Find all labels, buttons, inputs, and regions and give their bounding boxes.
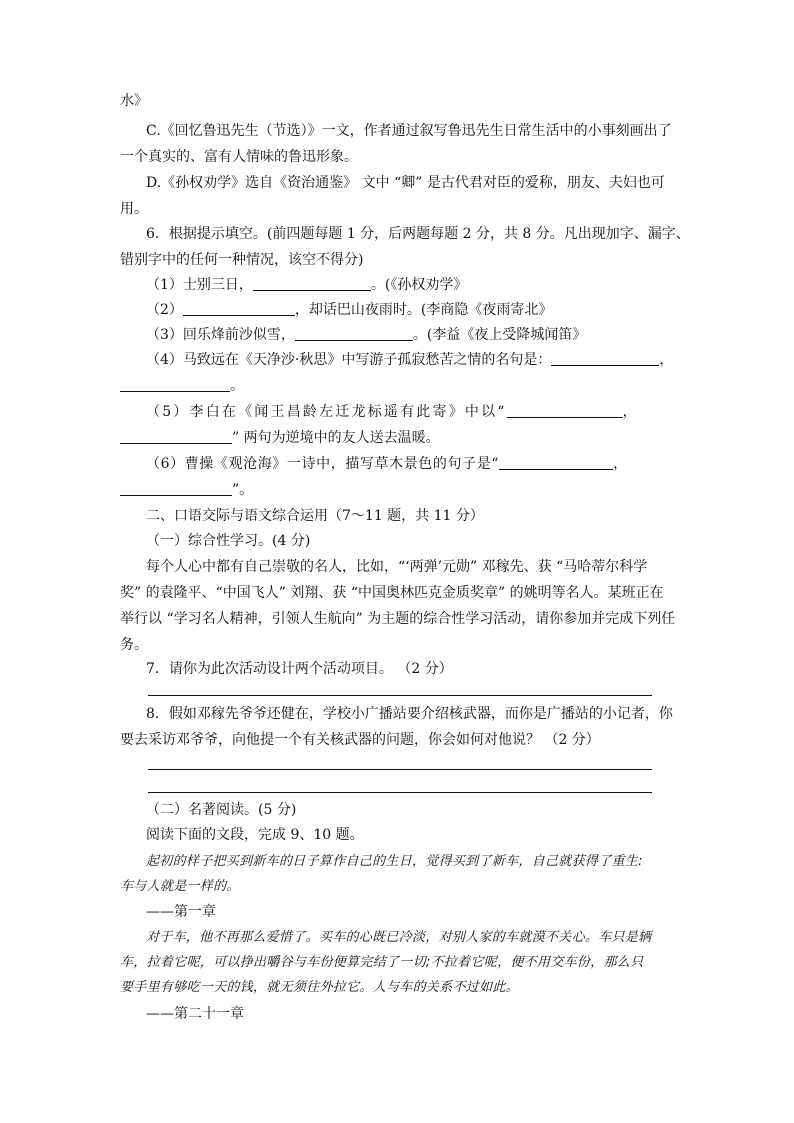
q6-item-5-text: （5）李白在《闻王昌龄左迁龙标遥有此寄》中以“: [146, 404, 507, 420]
excerpt-1-line2: 车与人就是一样的。: [120, 879, 240, 894]
q6-item-5-comma: ，: [622, 404, 639, 420]
subsection-1-heading: （一）综合性学习。(4 分): [146, 533, 311, 549]
q7-answer-line[interactable]: [148, 695, 652, 696]
q6-item-6: [146, 455, 628, 473]
q8-answer-line-1[interactable]: [148, 769, 652, 770]
q6-item-2-text: （2）: [146, 302, 183, 318]
excerpt-1-line1: 起初的样子把买到新车的日子算作自己的生日，觉得买到了新车，自己就获得了重生:: [146, 854, 643, 869]
answer-blank[interactable]: [253, 276, 371, 291]
q5-option-b-tail: 水》: [120, 93, 148, 109]
q6-item-4: [146, 351, 673, 369]
excerpt-2-line1: 对于车，他不再那么爱惜了。买车的心既已冷淡，对别人家的车就漠不关心。车只是辆: [146, 930, 652, 945]
answer-blank[interactable]: [551, 351, 659, 366]
excerpt-1-source: ——第一章: [146, 904, 216, 920]
answer-blank[interactable]: [120, 377, 230, 392]
q6-item-5-end: ” 两句为逆境中的友人送去温暖。: [232, 430, 440, 446]
section-2-heading: 二、口语交际与语文综合运用（7～11 题，共 11 分）: [146, 508, 484, 524]
answer-blank[interactable]: [295, 326, 413, 341]
q6-item-3: [146, 326, 586, 344]
q5-option-d-line1: D.《孙权劝学》选自《资治通鉴》 文中 “卿” 是古代君对臣的爱称，朋友、夫妇也可: [146, 175, 665, 191]
q6-item-4-comma: ，: [659, 352, 674, 368]
q6-item-1-text: （1）士别三日，: [146, 277, 253, 293]
answer-blank[interactable]: [120, 429, 232, 444]
excerpt-2-source: ——第二十一章: [146, 1006, 244, 1022]
intro-line2: 奖” 的袁隆平、“中国飞人” 刘翔、获 “中国奥林匹克金质奖章” 的姚明等名人。某班正在: [120, 585, 664, 601]
excerpt-2-line2: 车，拉着它呢，可以挣出嚼谷与车份便算完结了一切;不拉着它呢，便不用交车份，那么只: [120, 955, 644, 970]
q6-item-4-end: 。: [230, 378, 244, 394]
q6-item-2: [146, 301, 552, 319]
q6-item-6-text: （6）曹操《观沧海》一诗中，描写草木景色的句子是“: [146, 456, 500, 472]
q6-item-1-source: 。(《孙权劝学》: [370, 277, 468, 293]
q6-item-5-cont: [120, 429, 440, 447]
q6-item-6-end: ”。: [232, 482, 254, 498]
q6-item-3-text: （3）回乐烽前沙似雪，: [146, 327, 295, 343]
q6-item-3-source: 。(李益《夜上受降城闻笛》: [412, 327, 587, 343]
subsection-2-heading: （二）名著阅读。(5 分): [146, 802, 297, 818]
q6-prompt-line1: 6．根据提示填空。(前四题每题 1 分，后两题每题 2 分，共 8 分。凡出现加字、漏字、: [146, 226, 690, 242]
q5-option-c-line1: C.《回忆鲁迅先生（节选）》一文，作者通过叙写鲁迅先生日常生活中的小事刻画出了: [146, 123, 672, 139]
q6-item-6-comma: ，: [613, 456, 628, 472]
answer-blank[interactable]: [499, 455, 613, 470]
answer-blank[interactable]: [507, 403, 623, 418]
q5-option-c-line2: 一个真实的、富有人情味的鲁迅形象。: [120, 149, 358, 165]
intro-line3: 举行以 “学习名人精神，引领人生航向” 为主题的综合性学习活动，请你参加并完成下列任: [120, 611, 676, 627]
q6-item-6-cont: [120, 481, 253, 499]
q6-prompt-line2: 错别字中的任何一种情况，该空不得分): [120, 252, 364, 268]
q6-item-2-source: ，却话巴山夜雨时。(李商隐《夜雨寄北》: [294, 302, 553, 318]
q6-item-1: [146, 276, 467, 294]
q8-answer-line-2[interactable]: [148, 792, 652, 793]
q8-prompt-line2: 要去采访邓爷爷，向他提一个有关核武器的问题，你会如何对他说？ （2 分）: [120, 732, 600, 748]
q6-item-4-cont: [120, 377, 244, 395]
intro-line4: 务。: [120, 637, 148, 653]
q8-prompt-line1: 8．假如邓稼先爷爷还健在，学校小广播站要介绍核武器，而你是广播站的小记者，你: [146, 706, 673, 722]
q5-option-d-line2: 用。: [120, 201, 148, 217]
excerpt-2-line3: 要手里有够吃一天的钱，就无须往外拉它。人与车的关系不过如此。: [120, 980, 520, 995]
reading-instruction: 阅读下面的文段，完成 9、10 题。: [146, 827, 364, 843]
q6-item-4-text: （4）马致远在《天净沙·秋思》中写游子孤寂愁苦之情的名句是：: [146, 352, 552, 368]
q7-prompt: 7．请你为此次活动设计两个活动项目。 （2 分）: [146, 661, 453, 677]
intro-line1: 每个人心中都有自己崇敬的名人，比如，“‘两弹’元勋” 邓稼先、获 “马哈蒂尔科学: [146, 559, 648, 575]
answer-blank[interactable]: [120, 481, 232, 496]
q6-item-5: [146, 403, 639, 421]
answer-blank[interactable]: [183, 301, 295, 316]
